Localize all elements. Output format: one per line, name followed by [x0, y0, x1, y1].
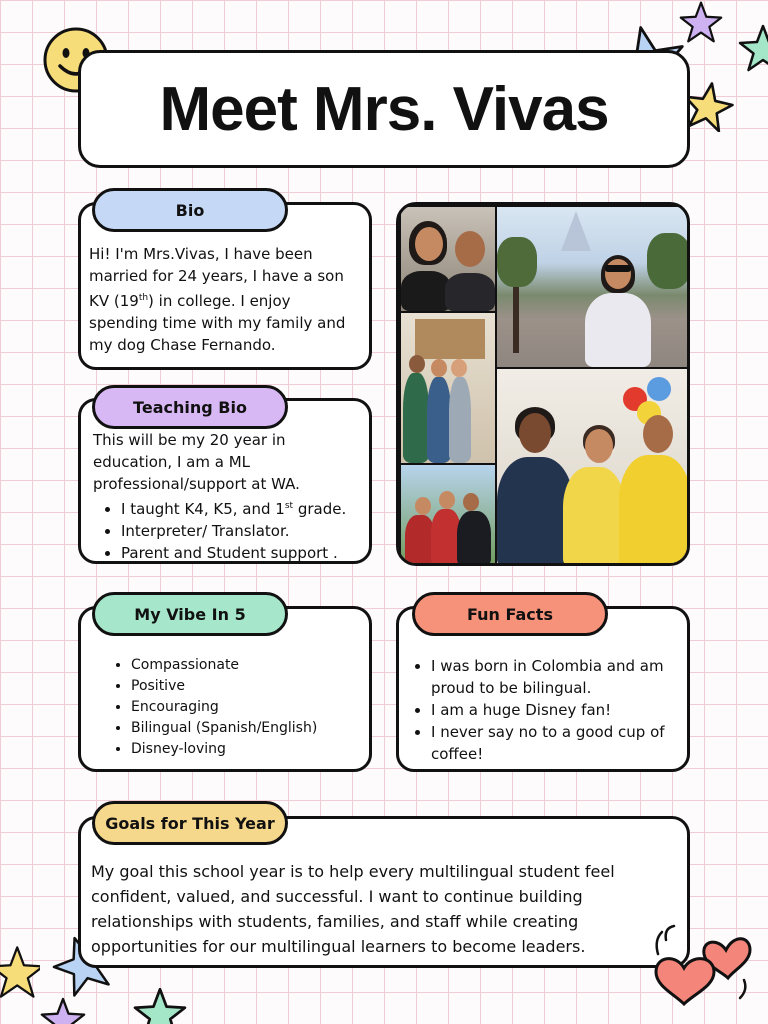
- teaching-bio-intro: This will be my 20 year in education, I am a ML professional/support at WA.: [93, 431, 300, 493]
- star-icon: [40, 996, 86, 1024]
- teaching-bio-list: [93, 495, 365, 564]
- list-item: • Encouraging: [131, 697, 317, 718]
- vibe-label: [92, 592, 288, 636]
- list-item-text-end: grade.: [293, 500, 347, 518]
- list-item-text: Interpreter/ Translator.: [121, 522, 290, 540]
- star-icon: [676, 0, 726, 44]
- photo-disney-castle: [497, 207, 690, 367]
- photo-colombia-jerseys: [497, 369, 690, 566]
- bio-label: [92, 188, 288, 232]
- bio-text: [89, 243, 361, 356]
- bio-text-part1: Hi! I'm Mrs.Vivas, I have been married for 24 years, I have a son KV (19: [89, 245, 344, 310]
- list-item-text: I taught K4, K5, and 1: [121, 500, 285, 518]
- teaching-bio-content: [93, 429, 365, 564]
- list-item: [121, 542, 365, 564]
- goals-label-text: Goals for This Year: [105, 813, 275, 833]
- list-item: • Positive: [131, 676, 317, 697]
- page-title: Meet Mrs. Vivas: [159, 74, 609, 144]
- list-item: [121, 520, 365, 542]
- photo-collage: [396, 202, 690, 566]
- list-item: • Bilingual (Spanish/English): [131, 718, 317, 739]
- goals-label: [92, 801, 288, 845]
- list-item: • Compassionate: [131, 655, 317, 676]
- list-item: [121, 495, 365, 520]
- vibe-label-text: My Vibe In 5: [134, 604, 246, 624]
- star-icon: [0, 944, 40, 1000]
- vibe-list: [111, 655, 317, 760]
- list-item-text: Parent and Student support .: [121, 544, 338, 562]
- list-item: • I am a huge Disney fan!: [431, 699, 697, 721]
- bio-superscript: th: [138, 293, 149, 303]
- star-icon: [132, 986, 188, 1024]
- bio-label-text: Bio: [175, 200, 205, 220]
- star-icon: [738, 22, 768, 74]
- teaching-bio-label: [92, 385, 288, 429]
- goals-text: My goal this school year is to help every multilingual student feel confident, valued, and successful. I want to continue building relationships with students, families, and staff while creating opportunities for our multilingual learners to become leaders.: [91, 862, 615, 956]
- list-item: • I was born in Colombia and am proud to be bilingual.: [431, 655, 697, 699]
- fun-facts-list: [411, 655, 697, 765]
- list-item-superscript: st: [284, 501, 294, 511]
- list-item: • Disney-loving: [131, 739, 317, 760]
- photo-outdoor-trio: [401, 465, 495, 566]
- photo-family-group: [401, 313, 495, 463]
- fun-facts-label: [412, 592, 608, 636]
- bio-text-part2: ) in college. I enjoy spending time with my family and my dog Chase Fernando.: [89, 292, 346, 354]
- teaching-bio-label-text: Teaching Bio: [133, 397, 247, 417]
- photo-couple-selfie: [401, 207, 495, 311]
- title-card: [78, 50, 690, 168]
- list-item: • I never say no to a good cup of coffee!: [431, 721, 697, 765]
- heart-icon: [648, 910, 758, 1010]
- fun-facts-label-text: Fun Facts: [467, 604, 553, 624]
